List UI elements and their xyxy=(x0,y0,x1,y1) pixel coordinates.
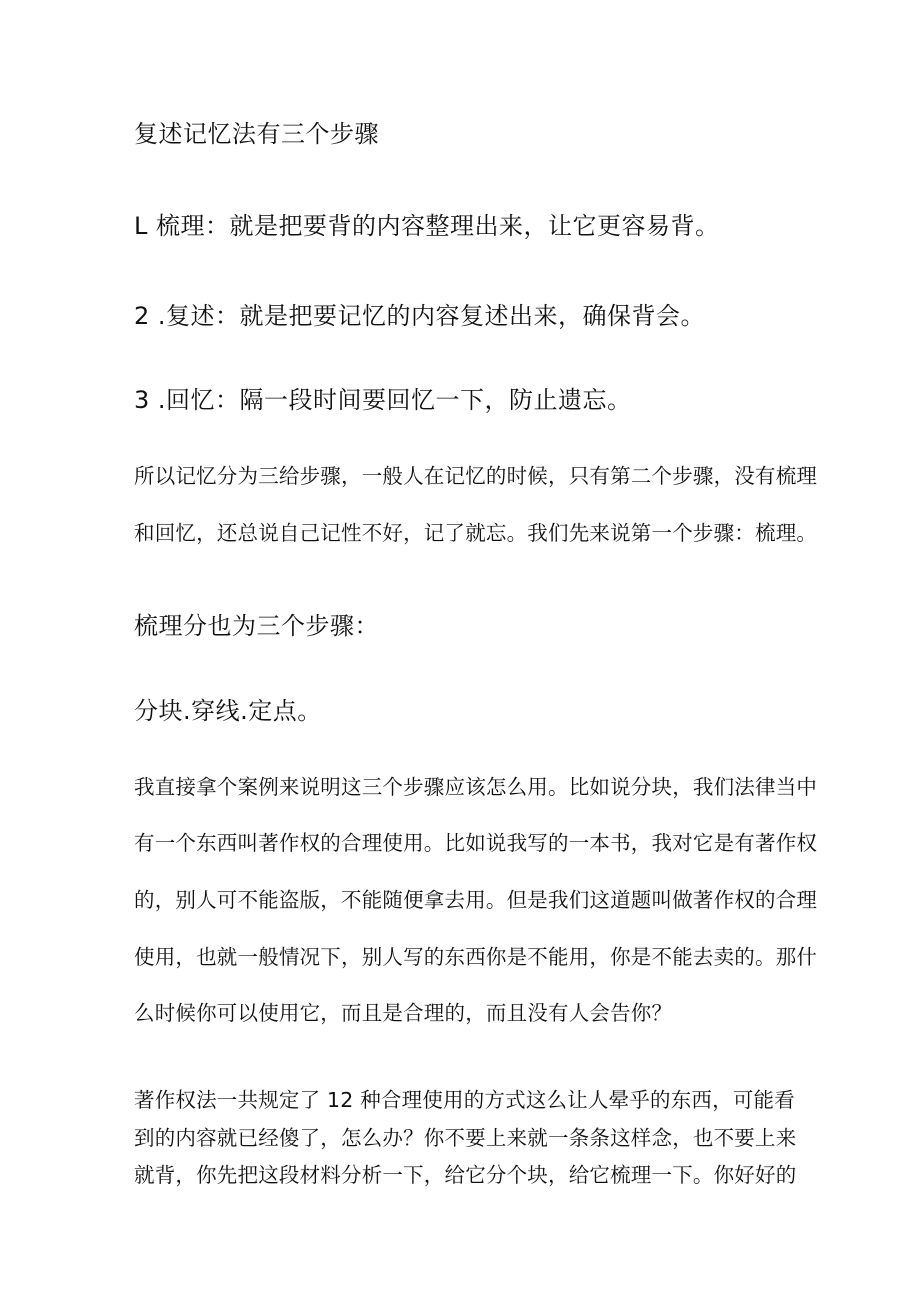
paragraph-2-line-2: 有一个东西叫著作权的合理使用。比如说我写的一本书，我对它是有著作权 xyxy=(134,831,818,855)
document-title: 复述记忆法有三个步骤 xyxy=(134,120,379,148)
paragraph-3-line-2: 到的内容就已经傻了，怎么办？你不要上来就一条条这样念，也不要上来 xyxy=(134,1126,797,1150)
step-2: 2 .复述：就是把要记忆的内容复述出来，确保背会。 xyxy=(134,302,706,330)
step-3: 3 .回忆：隔一段时间要回忆一下，防止遗忘。 xyxy=(134,386,632,414)
paragraph-2-line-4: 使用，也就一般情况下，别人写的东西你是不能用，你是不能去卖的。那什 xyxy=(134,945,818,969)
step-1: L 梳理：就是把要背的内容整理出来，让它更容易背。 xyxy=(134,212,720,240)
paragraph-2-line-5: 么时候你可以使用它，而且是合理的，而且没有人会告你？ xyxy=(134,1001,673,1025)
paragraph-1-line-2: 和回忆，还总说自己记性不好，记了就忘。我们先来说第一个步骤：梳理。 xyxy=(134,521,818,545)
paragraph-1-line-1: 所以记忆分为三给步骤，一般人在记忆的时候，只有第二个步骤，没有梳理 xyxy=(134,464,818,488)
paragraph-3-line-1: 著作权法一共规定了 12 种合理使用的方式这么让人晕乎的东西，可能看 xyxy=(134,1088,795,1112)
paragraph-2-line-1: 我直接拿个案例来说明这三个步骤应该怎么用。比如说分块，我们法律当中 xyxy=(134,775,818,799)
sub-steps: 分块.穿线.定点。 xyxy=(134,697,322,725)
paragraph-2-line-3: 的，别人可不能盗版，不能随便拿去用。但是我们这道题叫做著作权的合理 xyxy=(134,888,818,912)
paragraph-3-line-3: 就背，你先把这段材料分析一下，给它分个块，给它梳理一下。你好好的 xyxy=(134,1163,797,1187)
sub-heading: 梳理分也为三个步骤： xyxy=(134,612,379,640)
